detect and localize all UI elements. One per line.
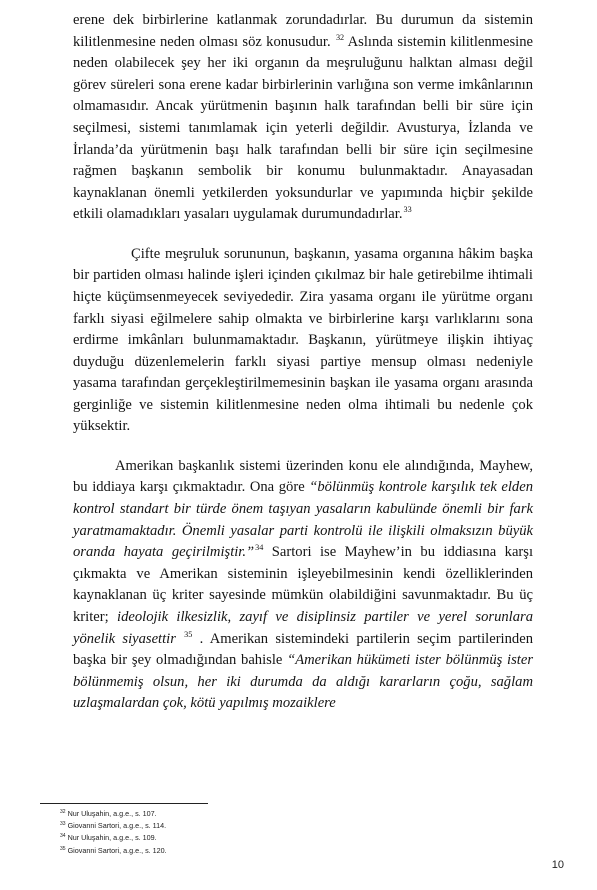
- text-segment: Çifte meşruluk sorununun, başkanın, yasama organına hâkim başka bir partiden olması halinde işleri içinden çıkılmaz bir hale getirebilme ihtimali hiçte küçümsenmeyecek seviyededir. Zira yasama organı ile yürütme organı farklı siyasi eğilmelere sahip olmakta ve birbirlerine karşı varlıklarını sona erdirme imkânları bulunmamaktadır. Başkanın, yürütmeye ilişkin ihtiyaç duyduğu düzenlemelerin farklı siyasi partiye mensup olması nedeniyle yasama tarafından gerçekleştirilmemesinin başkan ile yasama organı arasında gerginliğe ve sistemin kilitlenmesine neden olma ihtimali bu nedenle çok yüksektir.: [73, 245, 533, 435]
- footnotes: [60, 807, 460, 856]
- footnote-ref[interactable]: 35: [184, 629, 193, 639]
- text-segment: Amerikan başkanlık sistemi üzerinden konu ele alındığında, Mayhew, bu iddiaya karşı çıkmaktadır. Ona göre: [73, 457, 533, 496]
- footnote-number: 32: [60, 809, 66, 815]
- footnote-ref[interactable]: 32: [335, 32, 345, 42]
- page-number: 10: [551, 859, 564, 871]
- footnote-text: Nur Uluşahin, a.g.e., s. 109.: [67, 833, 157, 843]
- italic-quote: ideolojik ilkesizlik, zayıf ve disiplinsiz partiler ve yerel sorunlara yönelik siyasettir: [73, 609, 534, 647]
- footnote-number: 34: [60, 833, 66, 840]
- text-segment: . Amerikan sistemindeki partilerin seçim partilerinden başka bir şey olmadığından bahisle: [73, 630, 533, 669]
- italic-quote: “Amerikan hükümeti ister bölünmüş ister bölünmemiş olsun, her iki durumda da aldığı kararların çoğu, sağlam uzlaşmalardan çok, kötü yapılmış mozaiklere: [73, 652, 533, 712]
- footnote-text: Giovanni Sartori, a.g.e., s. 114.: [67, 821, 167, 831]
- paragraph-1: [73, 10, 533, 226]
- text-segment: Aslında sistemin kilitlenmesine neden olabilecek şey her iki organın da meşruluğunu halktan alması değil görev süreleri sona erene kadar birbirlerinin varlığına son verme imkânlarının olmamasıdır. Ancak yürütmenin başının halk tarafından belli bir süre için seçilmesi, sistemi tanımlamak için yeterli değildir. Avusturya, İzlanda ve İrlanda’da yürütmenin başı halk tarafından belli bir süre için seçilmesine rağmen başkanın sembolik bir konumu bulunmaktadır. Anayasadan kaynaklanan önemli yetkilerden yoksundurlar ve yapımında hiçbir şekilde etkili olamadıkları yasaları uygulamak durumundadırlar.: [73, 33, 533, 223]
- footnote-number: 35: [60, 845, 66, 852]
- footnote-34: [60, 831, 460, 843]
- footnote-33: [60, 819, 460, 831]
- footnote-35: [60, 844, 460, 856]
- footnote-32: [60, 807, 460, 819]
- footnote-text: Giovanni Sartori, a.g.e., s. 120.: [67, 845, 167, 855]
- paragraph-2: [73, 244, 533, 438]
- text-segment: [176, 631, 183, 647]
- text-segment: Sartori ise Mayhew’in bu iddiasına karşı çıkmakta ve Amerikan sisteminin işleyebilmesinin kendi özelliklerinden kaynaklanan üç kriter sayesinde mümkün olabildiğini savunmaktadır. Bu üç kriter;: [73, 544, 534, 626]
- body-text: [73, 10, 533, 715]
- paragraph-3: [73, 456, 533, 715]
- footnote-separator: [40, 803, 208, 804]
- footnote-number: 33: [60, 821, 66, 828]
- footnote-text: Nur Uluşahin, a.g.e., s. 107.: [67, 809, 157, 818]
- footnote-ref[interactable]: 33: [403, 205, 412, 215]
- italic-quote: “bölünmüş kontrole karşılık tek elden kontrol standart bir türde önem taşıyan yasaların kabulünde önemli bir fark yaratmamaktadır. Önemli yasalar parti kontrolü ile ilişkili olmaksızın büyük oranda hayata geçirilmiştir.”: [73, 479, 533, 561]
- text-segment: erene dek birbirlerine katlanmak zorundadırlar. Bu durumun da sistemin kilitlenmesine neden olması söz konusudur.: [73, 12, 533, 50]
- footnote-ref[interactable]: 34: [255, 543, 264, 553]
